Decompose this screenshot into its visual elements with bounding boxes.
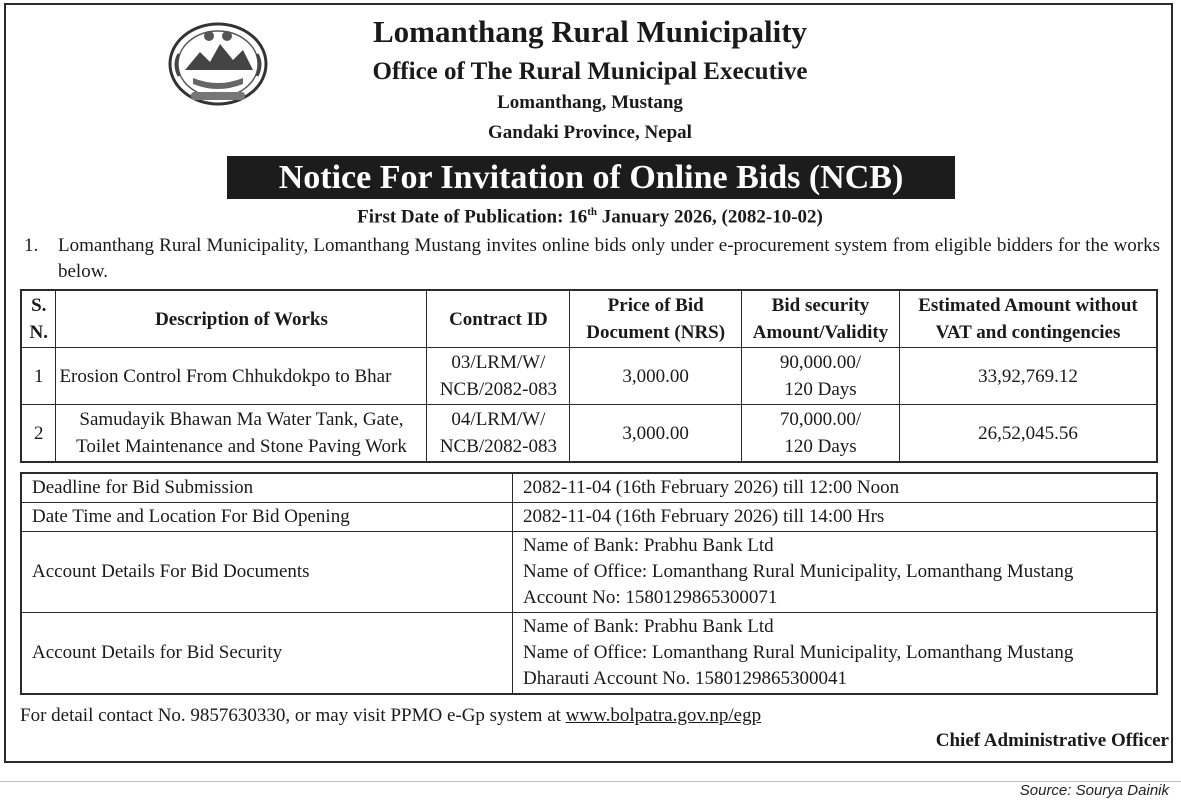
bolpatra-link[interactable]: www.bolpatra.gov.np/egp	[565, 705, 762, 726]
paragraph-number: 1.	[24, 235, 39, 256]
office-location: Lomanthang, Mustang	[497, 92, 683, 113]
paragraph-text: Lomanthang Rural Municipality, Lomanthang Mustang invites online bids only under e-procurement system from eligible bidders for the works below.	[58, 235, 1160, 282]
table-row	[21, 348, 1157, 405]
municipality-name: Lomanthang Rural Municipality	[372, 14, 808, 49]
deadline-value: 2082-11-04 (16th February 2026) till 12:00 Noon	[513, 473, 1158, 503]
deadline-label: Deadline for Bid Submission	[21, 473, 513, 503]
opening-label: Date Time and Location For Bid Opening	[21, 503, 513, 532]
cell-security: 70,000.00/ 120 Days	[742, 405, 900, 463]
documents-account-row	[21, 532, 1157, 613]
office-province: Gandaki Province, Nepal	[488, 122, 692, 143]
header-security: Bid security Amount/Validity	[742, 290, 900, 348]
signer-title: Chief Administrative Officer	[935, 730, 1169, 751]
header-price: Price of Bid Document (NRS)	[570, 290, 742, 348]
cell-contract-id: 03/LRM/W/ NCB/2082-083	[427, 348, 570, 405]
security-account-label: Account Details for Bid Security	[21, 613, 513, 695]
documents-account-label: Account Details For Bid Documents	[21, 532, 513, 613]
source-credit: Source: Sourya Dainik	[1019, 782, 1169, 799]
deadline-row	[21, 473, 1157, 503]
office-name: Office of The Rural Municipal Executive	[372, 58, 808, 85]
works-header-row	[21, 290, 1157, 348]
cell-price: 3,000.00	[570, 405, 742, 463]
cell-security: 90,000.00/ 120 Days	[742, 348, 900, 405]
contact-text: For detail contact No. 9857630330, or may visit PPMO e-Gp system at	[20, 705, 566, 726]
cell-sn: 1	[21, 348, 56, 405]
security-account-row	[21, 613, 1157, 695]
opening-value: 2082-11-04 (16th February 2026) till 14:00 Hrs	[513, 503, 1158, 532]
works-table	[20, 289, 1158, 463]
header-estimate: Estimated Amount without VAT and contingencies	[899, 290, 1157, 348]
notice-title: Notice For Invitation of Online Bids (NCB)	[227, 156, 955, 199]
documents-account-value: Name of Bank: Prabhu Bank Ltd Name of Office: Lomanthang Rural Municipality, Lomanthang Mustang Account No: 1580129865300071	[513, 532, 1158, 613]
contact-line	[20, 705, 761, 727]
header-contract-id: Contract ID	[427, 290, 570, 348]
table-row	[21, 405, 1157, 463]
publication-date: First Date of Publication: 16th January 2026, (2082-10-02)	[357, 206, 823, 228]
intro-paragraph	[20, 233, 1160, 285]
header-sn: S. N.	[21, 290, 56, 348]
cell-estimate: 33,92,769.12	[899, 348, 1157, 405]
cell-sn: 2	[21, 405, 56, 463]
cell-contract-id: 04/LRM/W/ NCB/2082-083	[427, 405, 570, 463]
cell-description: Samudayik Bhawan Ma Water Tank, Gate, Toilet Maintenance and Stone Paving Work	[56, 405, 427, 463]
opening-row	[21, 503, 1157, 532]
cell-price: 3,000.00	[570, 348, 742, 405]
cell-estimate: 26,52,045.56	[899, 405, 1157, 463]
divider	[0, 781, 1181, 782]
security-account-value: Name of Bank: Prabhu Bank Ltd Name of Office: Lomanthang Rural Municipality, Lomanthang Mustang Dharauti Account No. 1580129865300041	[513, 613, 1158, 695]
cell-description: Erosion Control From Chhukdokpo to Bhar	[56, 348, 427, 405]
header-description: Description of Works	[56, 290, 427, 348]
bid-info-table	[20, 472, 1158, 695]
